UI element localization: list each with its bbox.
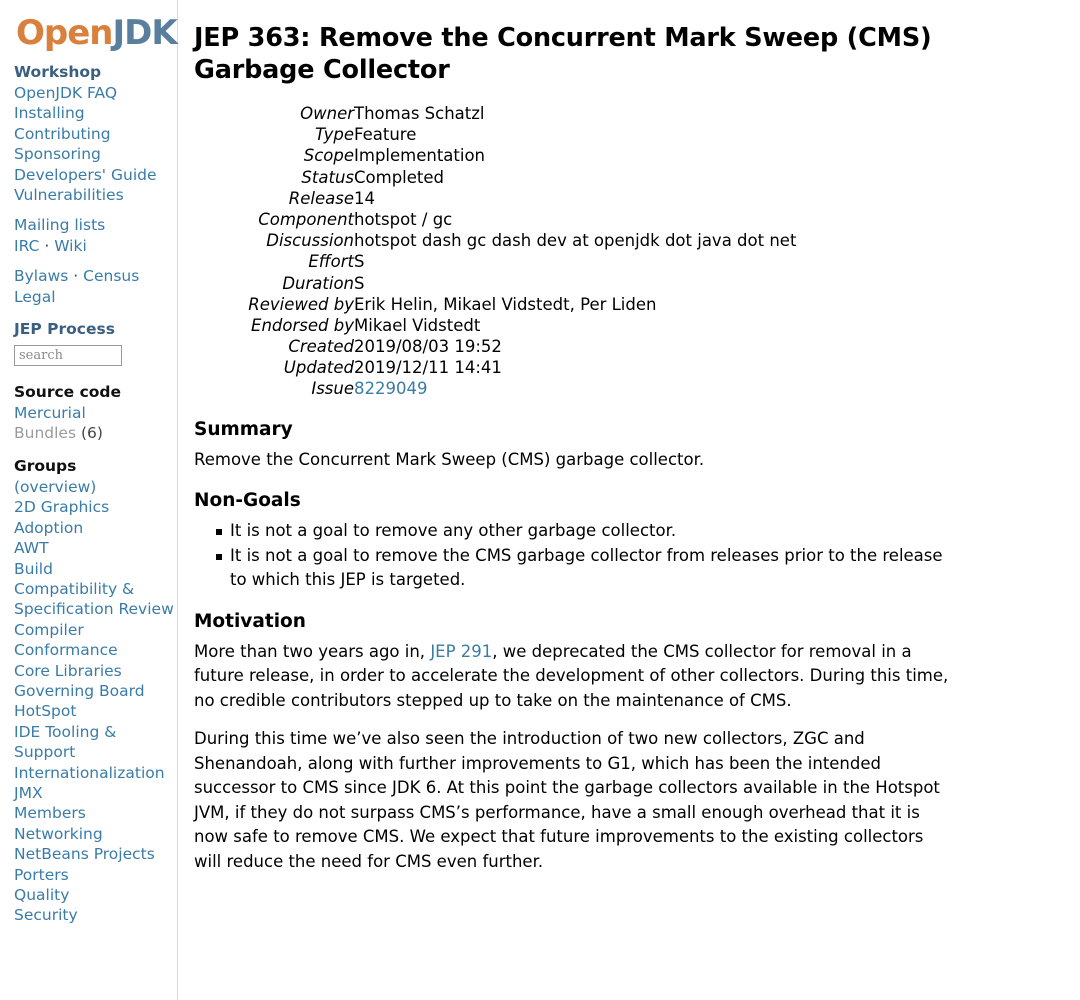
table-row: [194, 379, 796, 400]
meta-value-updated: 2019/12/11 14:41: [354, 358, 502, 378]
sidebar-item-build[interactable]: Build: [14, 559, 53, 578]
table-row: [194, 146, 796, 167]
table-row: [194, 104, 796, 125]
openjdk-logo[interactable]: [16, 14, 177, 52]
sidebar-item-members[interactable]: Members: [14, 804, 86, 823]
page-title: JEP 363: Remove the Concurrent Mark Sweep (CMS) Garbage Collector: [194, 23, 932, 85]
sidebar-item-netbeans-projects[interactable]: NetBeans Projects: [14, 845, 155, 864]
list-item: It is not a goal to remove any other garbage collector.: [230, 519, 960, 544]
meta-value-component: hotspot / gc: [354, 209, 453, 229]
section-heading-motivation: Motivation: [194, 610, 306, 632]
non-goals-list: [194, 519, 1050, 593]
meta-key-component: Component: [258, 209, 354, 229]
meta-value-endorsed-by: Mikael Vidstedt: [354, 315, 481, 335]
meta-key-status: Status: [301, 167, 354, 187]
sidebar-item-irc[interactable]: IRC: [14, 236, 40, 255]
table-row: [194, 231, 796, 252]
sidebar-item-mailing-lists[interactable]: Mailing lists: [14, 216, 106, 235]
meta-key-reviewed-by: Reviewed by: [248, 294, 354, 314]
sidebar-item-core-libraries[interactable]: Core Libraries: [14, 661, 122, 680]
table-row: [194, 168, 796, 189]
sidebar-bylaws-census-separator: ·: [68, 267, 84, 286]
table-row: [194, 274, 796, 295]
sidebar-spacer-3: [14, 307, 177, 311]
issue-link[interactable]: 8229049: [354, 379, 428, 399]
sidebar-item-bundles[interactable]: [14, 423, 177, 443]
motivation-paragraph-2: During this time we’ve also seen the introduction of two new collectors, ZGC and Shenandoah, along with further improvements to G1, which has been the intended successor to CMS since JDK 6. At this point the garbage collectors available in the Hotspot JVM, if they do not surpass CMS’s performance, have a small enough overhead that it is now safe to remove CMS. We expect that future improvements to the existing collectors will reduce the need for CMS even further.: [194, 729, 940, 871]
sidebar-item-2d-graphics[interactable]: 2D Graphics: [14, 498, 110, 517]
meta-value-effort: S: [354, 252, 365, 272]
meta-value-status: Completed: [354, 167, 444, 187]
sidebar-item-awt[interactable]: AWT: [14, 539, 49, 558]
sidebar-item-mercurial[interactable]: Mercurial: [14, 404, 86, 423]
meta-key-scope: Scope: [303, 146, 354, 166]
table-row: [194, 252, 796, 273]
sidebar-item-bundles-label: Bundles: [14, 424, 77, 443]
meta-value-release: 14: [354, 188, 375, 208]
section-heading-summary: Summary: [194, 418, 293, 440]
sidebar-irc-wiki-separator: ·: [39, 236, 55, 255]
sidebar-item-security[interactable]: Security: [14, 906, 78, 925]
meta-key-issue: Issue: [311, 379, 354, 399]
sidebar-item-hotspot[interactable]: HotSpot: [14, 702, 77, 721]
sidebar-item-irc-wiki: [14, 236, 177, 256]
sidebar-heading-workshop: Workshop: [14, 63, 102, 81]
meta-key-effort: Effort: [308, 252, 354, 272]
meta-value-issue-cell: [354, 379, 796, 400]
meta-value-duration: S: [354, 273, 365, 293]
table-row: [194, 125, 796, 146]
sidebar: [0, 0, 178, 1000]
meta-value-created: 2019/08/03 19:52: [354, 337, 502, 357]
sidebar-item-vulnerabilities[interactable]: Vulnerabilities: [14, 186, 124, 205]
sidebar-item-overview[interactable]: (overview): [14, 477, 97, 496]
sidebar-item-jmx[interactable]: JMX: [14, 783, 43, 802]
meta-key-endorsed-by: Endorsed by: [251, 315, 354, 335]
meta-key-created: Created: [288, 337, 354, 357]
sidebar-item-wiki[interactable]: Wiki: [54, 236, 87, 255]
search-input[interactable]: [14, 345, 122, 366]
sidebar-item-governing-board[interactable]: Governing Board: [14, 681, 145, 700]
sidebar-heading-groups: Groups: [14, 456, 77, 475]
table-row: [194, 189, 796, 210]
sidebar-item-quality[interactable]: Quality: [14, 886, 70, 904]
main-content: [194, 0, 1074, 888]
logo-open-text: Open: [16, 13, 113, 53]
table-row: [194, 358, 796, 379]
sidebar-item-contributing[interactable]: Contributing: [14, 124, 111, 143]
sidebar-item-compatibility-specification-review[interactable]: Compatibility & Specification Review: [14, 579, 174, 619]
sidebar-item-developers-guide[interactable]: Developers' Guide: [14, 165, 157, 184]
list-item: It is not a goal to remove the CMS garbage collector from releases prior to the release to which this JEP is targeted.: [230, 544, 960, 593]
summary-paragraph: Remove the Concurrent Mark Sweep (CMS) garbage collector.: [194, 449, 705, 469]
meta-key-type: Type: [314, 125, 354, 145]
sidebar-item-bylaws[interactable]: Bylaws: [14, 267, 69, 286]
table-row: [194, 210, 796, 231]
section-heading-non-goals: Non-Goals: [194, 490, 301, 512]
table-row: [194, 316, 796, 337]
sidebar-item-bylaws-census: [14, 266, 177, 286]
motivation-paragraph-1: [194, 640, 954, 714]
sidebar-item-adoption[interactable]: Adoption: [14, 518, 84, 537]
meta-value-reviewed-by: Erik Helin, Mikael Vidstedt, Per Liden: [354, 294, 657, 314]
meta-key-owner: Owner: [300, 104, 354, 123]
sidebar-item-networking[interactable]: Networking: [14, 824, 103, 843]
meta-key-discussion: Discussion: [266, 231, 354, 251]
motivation-text-after-link: , we deprecated the CMS collector for removal in a future release, in order to accelerate the development of other collectors. During this time, no credible contributors stepped up to take on the maintenance of CMS.: [194, 641, 949, 710]
meta-key-duration: Duration: [282, 273, 354, 293]
motivation-text-before-link: More than two years ago in,: [194, 641, 431, 661]
sidebar-item-compiler[interactable]: Compiler: [14, 620, 84, 639]
meta-value-owner: Thomas Schatzl: [354, 104, 485, 123]
sidebar-item-bundles-count: (6): [80, 424, 103, 443]
sidebar-item-census[interactable]: Census: [83, 267, 140, 286]
sidebar-item-internationalization[interactable]: Internationalization: [14, 763, 165, 782]
sidebar-spacer-4: [14, 444, 177, 448]
sidebar-spacer-2: [14, 256, 177, 266]
sidebar-item-openjdk-faq[interactable]: OpenJDK FAQ: [14, 84, 118, 102]
logo-jdk-text: JDK: [112, 13, 177, 53]
jep-metadata-table: [194, 104, 796, 401]
sidebar-item-installing[interactable]: Installing: [14, 104, 85, 123]
sidebar-item-porters[interactable]: Porters: [14, 865, 69, 884]
jep-291-link[interactable]: JEP 291: [430, 641, 493, 661]
meta-value-type: Feature: [354, 125, 417, 145]
sidebar-heading-source-code: Source code: [14, 383, 122, 402]
table-row: [194, 337, 796, 358]
meta-key-release: Release: [288, 188, 354, 208]
sidebar-item-sponsoring[interactable]: Sponsoring: [14, 145, 101, 164]
sidebar-heading-jep-process[interactable]: JEP Process: [14, 320, 115, 339]
sidebar-spacer-1: [14, 205, 177, 215]
meta-key-updated: Updated: [283, 358, 354, 378]
meta-value-discussion: hotspot dash gc dash dev at openjdk dot java dot net: [354, 231, 797, 251]
sidebar-item-conformance[interactable]: Conformance: [14, 641, 118, 660]
sidebar-item-legal[interactable]: Legal: [14, 287, 56, 306]
meta-value-scope: Implementation: [354, 146, 486, 166]
table-row: [194, 295, 796, 316]
sidebar-item-ide-tooling-support[interactable]: IDE Tooling & Support: [14, 722, 117, 762]
